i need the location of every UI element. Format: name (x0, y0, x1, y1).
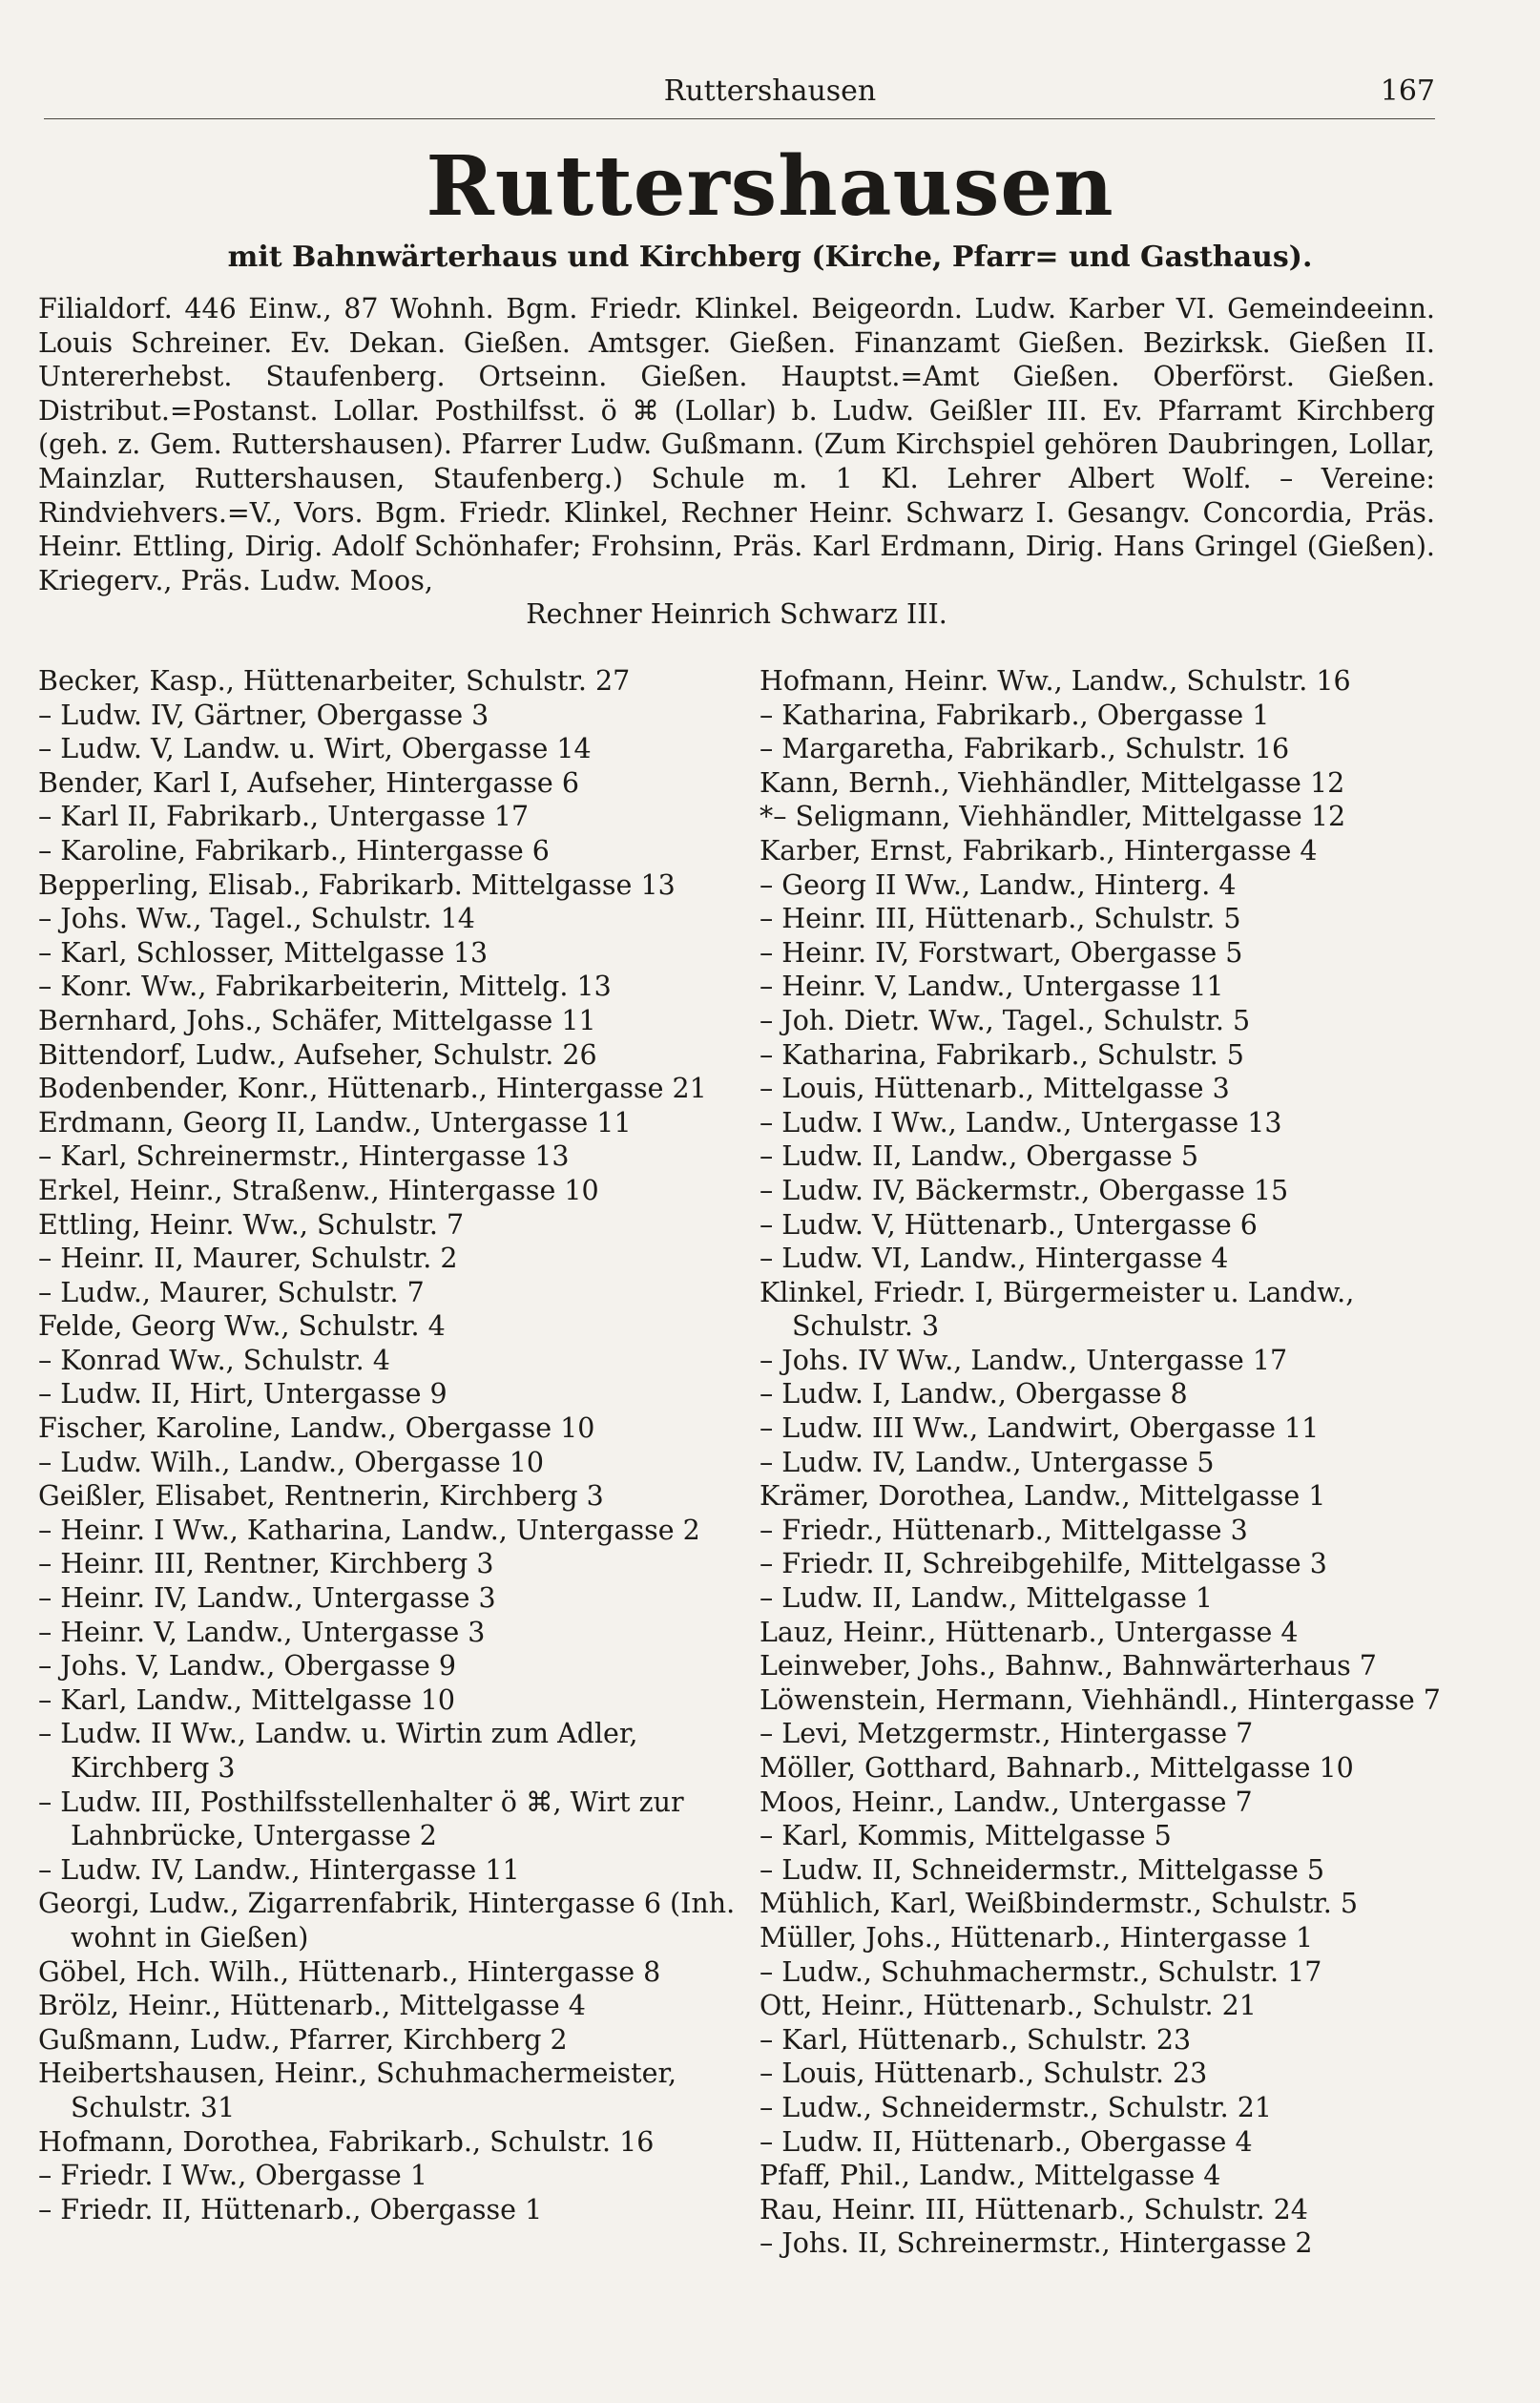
resident-entry: – Heinr. V, Landw., Untergasse 3 (38, 1616, 486, 1648)
resident-entry: – Karl, Schlosser, Mittelgasse 13 (38, 936, 489, 969)
resident-entry: – Johs. Ww., Tagel., Schulstr. 14 (38, 903, 475, 935)
resident-entry: – Ludw. II, Landw., Obergasse 5 (760, 1140, 1198, 1173)
resident-entry: – Ludw. V, Hüttenarb., Untergasse 6 (760, 1208, 1258, 1241)
resident-entry: – Ludw. IV, Landw., Untergasse 5 (760, 1446, 1215, 1478)
resident-entry: – Ludw. II, Schneidermstr., Mittelgasse 5 (760, 1853, 1325, 1886)
resident-entry: – Ludw. IV, Bäckermstr., Obergasse 15 (760, 1174, 1289, 1206)
resident-entry: – Ludw. III Ww., Landwirt, Obergasse 11 (760, 1412, 1320, 1445)
intro-paragraph (38, 292, 1435, 632)
resident-entry: – Ludw. III, Posthilfsstellenhalter ö ⌘, Wirt zur Lahnbrücke, Untergasse 2 (38, 1786, 684, 1852)
resident-entry: Hofmann, Heinr. Ww., Landw., Schulstr. 16 (760, 665, 1351, 697)
resident-entry: – Friedr. II, Schreibgehilfe, Mittelgasse 3 (760, 1548, 1327, 1580)
running-head (0, 74, 1540, 113)
resident-entry: Ettling, Heinr. Ww., Schulstr. 7 (38, 1208, 465, 1241)
resident-entry: Mühlich, Karl, Weißbindermstr., Schulstr. 5 (760, 1888, 1359, 1920)
resident-entry: – Konr. Ww., Fabrikarbeiterin, Mittelg. 13 (38, 971, 612, 1003)
resident-entry: – Ludw. II, Landw., Mittelgasse 1 (760, 1582, 1214, 1615)
resident-entry: Karber, Ernst, Fabrikarb., Hintergasse 4 (760, 834, 1318, 867)
resident-entry: – Ludw., Schneidermstr., Schulstr. 21 (760, 2091, 1272, 2123)
resident-entry: Fischer, Karoline, Landw., Obergasse 10 (38, 1412, 595, 1445)
resident-entry: Bodenbender, Konr., Hüttenarb., Hintergasse 21 (38, 1073, 707, 1105)
page-subtitle: mit Bahnwärterhaus und Kirchberg (Kirche, Pfarr= und Gasthaus). (227, 240, 1313, 274)
resident-entry: – Louis, Hüttenarb., Schulstr. 23 (760, 2058, 1208, 2090)
resident-entry: Bepperling, Elisab., Fabrikarb. Mittelgasse 13 (38, 868, 676, 901)
resident-entry: – Levi, Metzgermstr., Hintergasse 7 (760, 1718, 1254, 1750)
resident-entry: Leinweber, Johs., Bahnw., Bahnwärterhaus 7 (760, 1650, 1377, 1682)
resident-entry: – Johs. II, Schreinermstr., Hintergasse 2 (760, 2227, 1313, 2260)
resident-entry: Becker, Kasp., Hüttenarbeiter, Schulstr. 27 (38, 665, 631, 697)
resident-entry: Moos, Heinr., Landw., Untergasse 7 (760, 1786, 1253, 1818)
resident-entry: – Heinr. IV, Forstwart, Obergasse 5 (760, 936, 1243, 969)
resident-entry: – Joh. Dietr. Ww., Tagel., Schulstr. 5 (760, 1004, 1251, 1036)
resident-entry: Erdmann, Georg II, Landw., Untergasse 11 (38, 1106, 632, 1139)
intro-text: Filialdorf. 446 Einw., 87 Wohnh. Bgm. Friedr. Klinkel. Beigeordn. Ludw. Karber VI. Gemeindeeinn. Louis Schreiner. Ev. Dekan. Gießen. Amtsger. Gießen. Finanzamt Gießen. Bezirksk. Gießen II. Untererhebst. Staufenberg. Ortseinn. Gießen. Hauptst.=Amt Gießen. Oberförst. Gießen. Distribut.=Postanst. Lollar. Posthilfsst. ö ⌘ (Lollar) b. Ludw. Geißler III. Ev. Pfarramt Kirchberg (geh. z. Gem. Ruttershausen). Pfarrer Ludw. Gußmann. (Zum Kirchspiel gehören Daubringen, Lollar, Mainzlar, Ruttershausen, Staufenberg.) Schule m. 1 Kl. Lehrer Albert Wolf. – Vereine: Rindviehvers.=V., Vors. Bgm. Friedr. Klinkel, Rechner Heinr. Schwarz I. Gesangv. Concordia, Präs. Heinr. Ettling, Dirig. Adolf Schönhafer; Frohsinn, Präs. Karl Erdmann, Dirig. Hans Gringel (Gießen). Kriegerv., Präs. Ludw. Moos, (38, 293, 1435, 596)
resident-entry: Georgi, Ludw., Zigarrenfabrik, Hintergasse 6 (Inh. wohnt in Gießen) (38, 1888, 736, 1954)
resident-entry: Klinkel, Friedr. I, Bürgermeister u. Landw., Schulstr. 3 (760, 1276, 1355, 1343)
resident-entry: – Ludw. IV, Landw., Hintergasse 11 (38, 1853, 520, 1886)
resident-entry: – Ludw. II Ww., Landw. u. Wirtin zum Adler, Kirchberg 3 (38, 1718, 638, 1784)
resident-entry: – Ludw. I, Landw., Obergasse 8 (760, 1378, 1188, 1410)
resident-entry: – Ludw., Maurer, Schulstr. 7 (38, 1276, 425, 1308)
resident-entry: – Heinr. I Ww., Katharina, Landw., Untergasse 2 (38, 1514, 700, 1546)
resident-entry: Ott, Heinr., Hüttenarb., Schulstr. 21 (760, 1990, 1257, 2022)
header-rule (44, 118, 1435, 119)
resident-entry: – Georg II Ww., Landw., Hinterg. 4 (760, 868, 1237, 901)
resident-entry: – Friedr. II, Hüttenarb., Obergasse 1 (38, 2193, 543, 2225)
resident-entry: – Konrad Ww., Schulstr. 4 (38, 1344, 390, 1376)
resident-entry: – Ludw., Schuhmachermstr., Schulstr. 17 (760, 1955, 1322, 1988)
resident-entry: Felde, Georg Ww., Schulstr. 4 (38, 1310, 446, 1343)
resident-entry: Müller, Johs., Hüttenarb., Hintergasse 1 (760, 1921, 1314, 1954)
resident-entry: – Heinr. III, Rentner, Kirchberg 3 (38, 1548, 494, 1580)
resident-list-right (760, 664, 1441, 2261)
resident-entry: – Karl, Kommis, Mittelgasse 5 (760, 1820, 1172, 1852)
resident-entry: Hofmann, Dorothea, Fabrikarb., Schulstr. 16 (38, 2125, 655, 2158)
resident-entry: Löwenstein, Hermann, Viehhändl., Hintergasse 7 (760, 1683, 1441, 1716)
resident-entry: – Karl, Landw., Mittelgasse 10 (38, 1683, 456, 1716)
resident-entry: – Heinr. IV, Landw., Untergasse 3 (38, 1582, 496, 1615)
resident-entry: – Louis, Hüttenarb., Mittelgasse 3 (760, 1073, 1230, 1105)
resident-entry: – Friedr., Hüttenarb., Mittelgasse 3 (760, 1514, 1248, 1546)
resident-entry: – Karoline, Fabrikarb., Hintergasse 6 (38, 834, 550, 867)
resident-entry: – Ludw. IV, Gärtner, Obergasse 3 (38, 699, 489, 731)
resident-entry: Krämer, Dorothea, Landw., Mittelgasse 1 (760, 1480, 1326, 1513)
resident-entry: Erkel, Heinr., Straßenw., Hintergasse 10 (38, 1174, 599, 1206)
resident-entry: – Heinr. II, Maurer, Schulstr. 2 (38, 1243, 458, 1275)
resident-entry: Heibertshausen, Heinr., Schuhmachermeister, Schulstr. 31 (38, 2058, 677, 2123)
resident-entry: Brölz, Heinr., Hüttenarb., Mittelgasse 4 (38, 1990, 586, 2022)
resident-entry: Lauz, Heinr., Hüttenarb., Untergasse 4 (760, 1616, 1299, 1648)
resident-entry: – Johs. V, Landw., Obergasse 9 (38, 1650, 457, 1682)
resident-entry: – Ludw. II, Hirt, Untergasse 9 (38, 1378, 447, 1410)
resident-entry: – Karl II, Fabrikarb., Untergasse 17 (38, 801, 530, 833)
resident-entry: – Ludw. Wilh., Landw., Obergasse 10 (38, 1446, 545, 1478)
resident-entry: Geißler, Elisabet, Rentnerin, Kirchberg 3 (38, 1480, 604, 1513)
resident-entry: – Ludw. II, Hüttenarb., Obergasse 4 (760, 2125, 1253, 2158)
running-title: Ruttershausen (663, 74, 877, 108)
resident-entry: Bernhard, Johs., Schäfer, Mittelgasse 11 (38, 1004, 596, 1036)
resident-entry: Bittendorf, Ludw., Aufseher, Schulstr. 26 (38, 1038, 597, 1071)
page-number: 167 (1380, 74, 1435, 108)
resident-entry: – Friedr. I Ww., Obergasse 1 (38, 2160, 427, 2192)
resident-entry: – Katharina, Fabrikarb., Obergasse 1 (760, 699, 1270, 731)
resident-entry: – Karl, Schreinermstr., Hintergasse 13 (38, 1140, 570, 1173)
resident-entry: Bender, Karl I, Aufseher, Hintergasse 6 (38, 766, 579, 799)
resident-entry: – Margaretha, Fabrikarb., Schulstr. 16 (760, 733, 1290, 765)
resident-entry: – Ludw. I Ww., Landw., Untergasse 13 (760, 1106, 1282, 1139)
resident-entry: – Heinr. III, Hüttenarb., Schulstr. 5 (760, 903, 1241, 935)
resident-entry: – Heinr. V, Landw., Untergasse 11 (760, 971, 1224, 1003)
resident-entry: Pfaff, Phil., Landw., Mittelgasse 4 (760, 2160, 1221, 2192)
resident-entry: Möller, Gotthard, Bahnarb., Mittelgasse 10 (760, 1752, 1354, 1784)
resident-entry: – Ludw. V, Landw. u. Wirt, Obergasse 14 (38, 733, 592, 765)
resident-entry: – Karl, Hüttenarb., Schulstr. 23 (760, 2023, 1192, 2056)
resident-entry: – Ludw. VI, Landw., Hintergasse 4 (760, 1243, 1229, 1275)
resident-entry: – Katharina, Fabrikarb., Schulstr. 5 (760, 1038, 1244, 1071)
resident-entry: *– Seligmann, Viehhändler, Mittelgasse 12 (760, 801, 1346, 833)
resident-entry: Rau, Heinr. III, Hüttenarb., Schulstr. 24 (760, 2193, 1308, 2225)
resident-entry: Göbel, Hch. Wilh., Hüttenarb., Hintergasse 8 (38, 1955, 661, 1988)
intro-last-line: Rechner Heinrich Schwarz III. (526, 598, 947, 631)
resident-list-left (38, 664, 748, 2226)
resident-entry: Gußmann, Ludw., Pfarrer, Kirchberg 2 (38, 2023, 568, 2056)
resident-entry: Kann, Bernh., Viehhändler, Mittelgasse 12 (760, 766, 1345, 799)
page-title: Ruttershausen (426, 138, 1114, 235)
resident-entry: – Johs. IV Ww., Landw., Untergasse 17 (760, 1344, 1288, 1376)
